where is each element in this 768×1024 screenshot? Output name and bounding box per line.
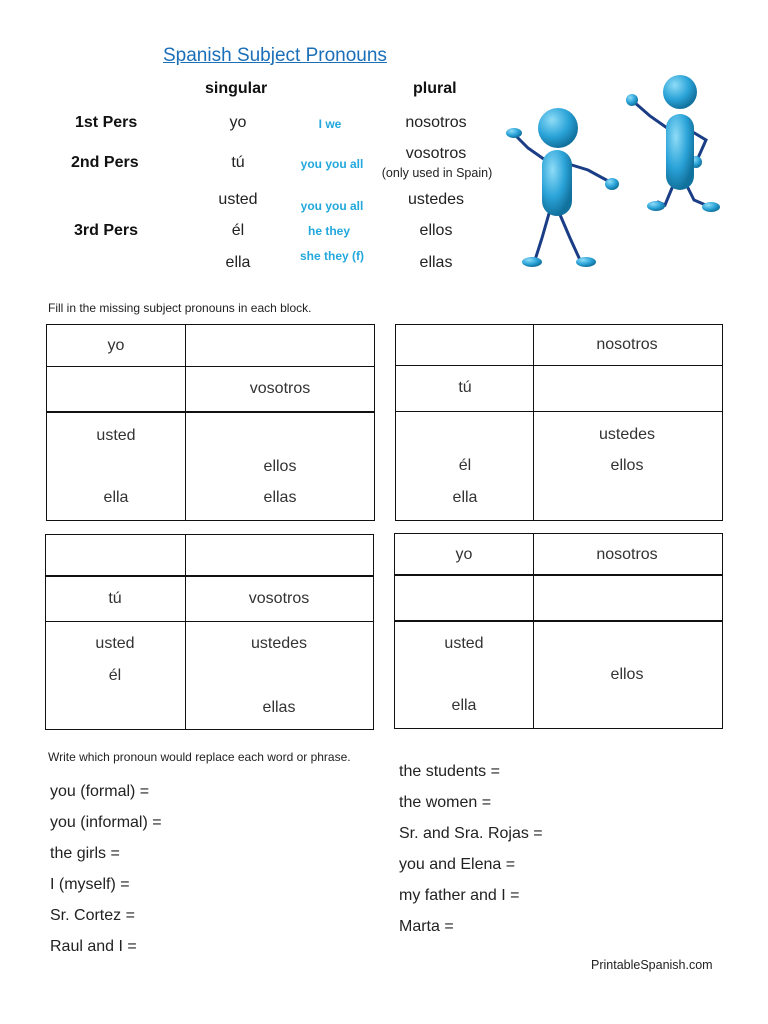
ref-english-1: I we: [318, 117, 342, 131]
person-label-third: 3rd Pers: [74, 222, 139, 239]
footer-site[interactable]: PrintableSpanish.com: [591, 958, 713, 972]
ref-singular-ella: ella: [225, 254, 251, 271]
ref-english-3: you you all: [300, 199, 364, 213]
ref-plural-ellos: ellos: [419, 222, 453, 239]
ref-plural-ellas: ellas: [419, 254, 453, 271]
table-cell[interactable]: ellos: [610, 666, 644, 683]
table-cell[interactable]: usted: [95, 635, 135, 652]
table-cell[interactable]: yo: [455, 546, 473, 563]
table-cell[interactable]: ella: [103, 489, 129, 506]
header-singular: singular: [205, 80, 268, 97]
table-cell[interactable]: tú: [458, 379, 472, 396]
table-cell[interactable]: ella: [451, 697, 477, 714]
ref-singular-yo: yo: [229, 114, 247, 131]
table-cell[interactable]: vosotros: [248, 590, 310, 607]
ref-singular-usted: usted: [218, 191, 258, 208]
ref-english-4: he they: [307, 224, 350, 238]
instruction-fill-in: Fill in the missing subject pronouns in each block.: [48, 301, 312, 315]
table-cell[interactable]: ellos: [263, 458, 297, 475]
ref-english-5: she they (f): [299, 249, 364, 263]
person-label-first: 1st Pers: [75, 114, 138, 131]
question-item: Sr. and Sra. Rojas =: [399, 825, 543, 842]
table-cell[interactable]: ella: [452, 489, 478, 506]
page-title: Spanish Subject Pronouns: [163, 45, 387, 66]
table-cell[interactable]: yo: [107, 337, 125, 354]
person-label-second: 2nd Pers: [71, 154, 139, 171]
question-item: the students =: [399, 763, 500, 780]
ref-plural-vosotros: vosotros: [405, 145, 467, 162]
question-item: the women =: [399, 794, 492, 811]
stick-figures-icon: [500, 70, 730, 275]
question-item: my father and I =: [399, 887, 520, 904]
question-item: you (informal) =: [50, 814, 162, 831]
ref-singular-tu: tú: [231, 154, 245, 171]
question-item: Sr. Cortez =: [50, 907, 135, 924]
ref-english-2: you you all: [300, 157, 364, 171]
question-item: you (formal) =: [50, 783, 150, 800]
table-cell[interactable]: ellas: [263, 489, 297, 506]
pronoun-table-4: [394, 533, 723, 729]
question-item: Raul and I =: [50, 938, 137, 955]
question-item: you and Elena =: [399, 856, 516, 873]
ref-plural-nosotros: nosotros: [405, 114, 467, 131]
table-cell[interactable]: ellas: [262, 699, 296, 716]
question-item: I (myself) =: [50, 876, 130, 893]
pronoun-table-2: [395, 324, 723, 521]
instruction-replace: Write which pronoun would replace each word or phrase.: [48, 750, 351, 764]
ref-singular-el: él: [231, 222, 245, 239]
question-item: Marta =: [399, 918, 454, 935]
pronoun-table-3: [45, 534, 374, 730]
ref-note-spain: (only used in Spain): [381, 166, 493, 180]
table-cell[interactable]: nosotros: [596, 546, 658, 563]
table-cell[interactable]: usted: [444, 635, 484, 652]
table-cell[interactable]: ellos: [610, 457, 644, 474]
table-cell[interactable]: ustedes: [250, 635, 308, 652]
table-cell[interactable]: tú: [108, 590, 122, 607]
table-cell[interactable]: él: [458, 457, 472, 474]
table-cell[interactable]: ustedes: [598, 426, 656, 443]
table-cell[interactable]: nosotros: [596, 336, 658, 353]
ref-plural-ustedes: ustedes: [407, 191, 465, 208]
table-cell[interactable]: vosotros: [249, 380, 311, 397]
question-item: the girls =: [50, 845, 120, 862]
pronoun-table-1: [46, 324, 375, 521]
header-plural: plural: [413, 80, 457, 97]
table-cell[interactable]: usted: [96, 427, 136, 444]
table-cell[interactable]: él: [108, 667, 122, 684]
